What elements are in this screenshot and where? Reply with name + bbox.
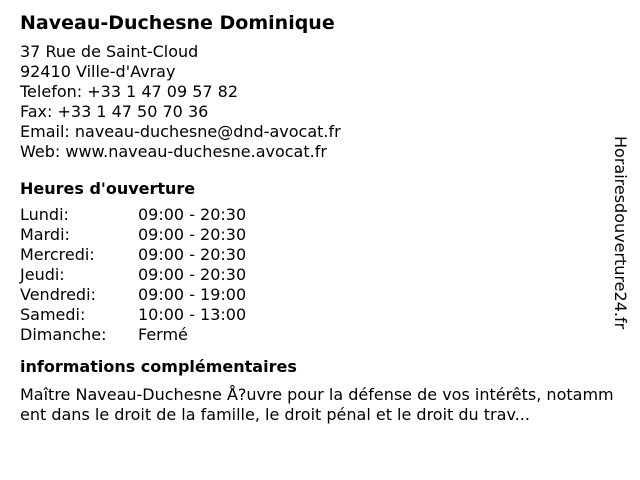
hours-row <box>20 285 610 305</box>
day-label: Samedi: <box>20 305 86 324</box>
time-range: 09:00 - 20:30 <box>138 245 247 264</box>
phone-number: Telefon: +33 1 47 09 57 82 <box>20 82 239 101</box>
additional-info-text: Maître Naveau-Duchesne Å?uvre pour la défense de vos intérêts, notamment dans le droit de la famille, le droit pénal et le droit du trav... <box>20 385 614 424</box>
additional-info-heading: informations complémentaires <box>20 357 297 376</box>
time-range: 09:00 - 20:30 <box>138 205 247 224</box>
fax-number: Fax: +33 1 47 50 70 36 <box>20 102 209 121</box>
hours-row <box>20 205 610 225</box>
hours-row <box>20 305 610 325</box>
hours-row <box>20 225 610 245</box>
time-range: 09:00 - 20:30 <box>138 225 247 244</box>
hours-row <box>20 325 610 345</box>
opening-hours-heading: Heures d'ouverture <box>20 179 196 198</box>
day-label: Dimanche: <box>20 325 107 344</box>
site-brand-label: Horairesdouverture24.fr <box>611 136 630 330</box>
day-label: Lundi: <box>20 205 69 224</box>
address-street: 37 Rue de Saint-Cloud <box>20 42 199 61</box>
email-address: Email: naveau-duchesne@dnd-avocat.fr <box>20 122 341 141</box>
time-range: 09:00 - 20:30 <box>138 265 247 284</box>
day-label: Mercredi: <box>20 245 95 264</box>
opening-hours-table <box>20 205 610 345</box>
website-url: Web: www.naveau-duchesne.avocat.fr <box>20 142 327 161</box>
business-card <box>20 12 614 425</box>
contact-block <box>20 42 610 162</box>
hours-row <box>20 265 610 285</box>
day-label: Mardi: <box>20 225 70 244</box>
time-range: 09:00 - 19:00 <box>138 285 247 304</box>
hours-row <box>20 245 610 265</box>
address-city: 92410 Ville-d'Avray <box>20 62 176 81</box>
day-label: Jeudi: <box>20 265 65 284</box>
time-range: 10:00 - 13:00 <box>138 305 247 324</box>
business-name: Naveau-Duchesne Dominique <box>20 12 335 34</box>
time-range: Fermé <box>138 325 188 344</box>
day-label: Vendredi: <box>20 285 96 304</box>
